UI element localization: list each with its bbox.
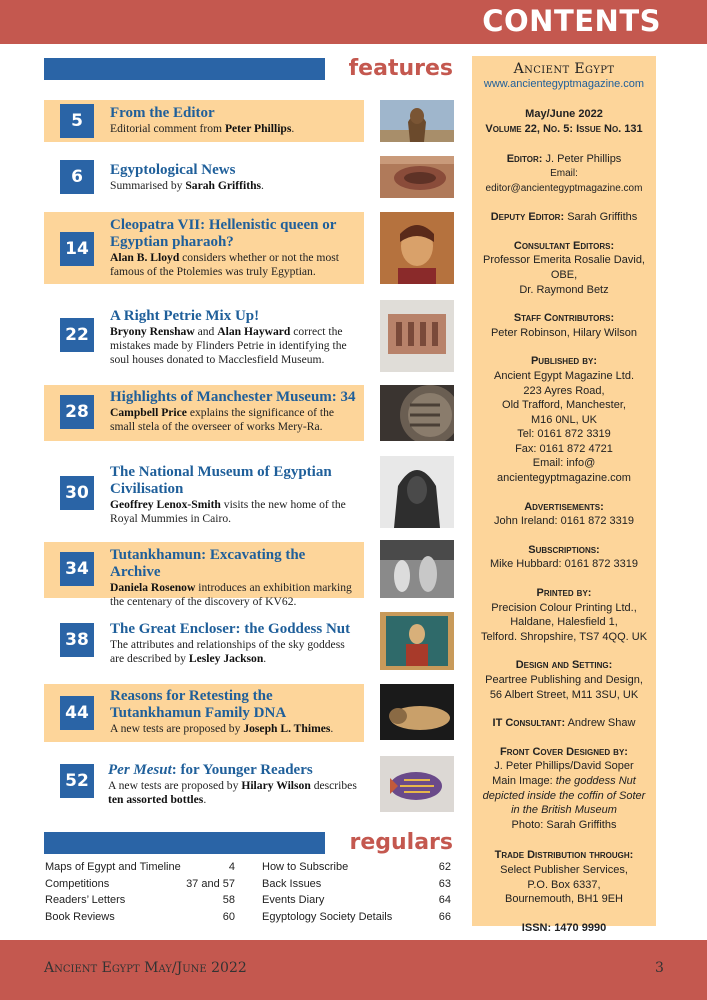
regular-item[interactable]: Book Reviews 60 (45, 911, 235, 924)
feature-item[interactable] (44, 617, 364, 673)
regulars-left-list (45, 859, 235, 926)
consultant-label: Consultant Editors: (513, 239, 615, 252)
published-label: Published by: (530, 355, 598, 368)
page-number: 6 (60, 160, 94, 194)
editor-label: Editor: (506, 153, 543, 166)
deputy-label: Deputy Editor: (490, 211, 565, 224)
ads-label: Advertisements: (524, 500, 604, 513)
trade-label: Trade Distribution through: (494, 849, 634, 862)
printed-label: Printed by: (536, 587, 592, 600)
author-name: Daniela Rosenow (110, 581, 196, 594)
author-name: Sarah Griffiths (185, 179, 262, 192)
excavation-photo (380, 156, 454, 198)
feature-title: Egyptological News (110, 162, 236, 178)
feature-title: Cleopatra VII: Hellenistic queen or Egyptian pharaoh? (110, 217, 337, 250)
consultant-2: Dr. Raymond Betz (519, 283, 609, 296)
feature-item[interactable] (44, 684, 364, 742)
feature-title (108, 762, 358, 779)
consultant-1: Professor Emerita Rosalie David, OBE, (482, 254, 645, 281)
it-name: Andrew Shaw (567, 717, 636, 730)
published-line: Ancient Egypt Magazine Ltd. (493, 369, 635, 382)
author-name: Hilary Wilson (241, 779, 311, 792)
feature-text (108, 762, 358, 807)
feature-item[interactable] (44, 458, 364, 528)
page-number: 5 (60, 104, 94, 138)
trade-line: P.O. Box 6337, (527, 878, 601, 891)
cover-main-prefix: Main Image: (492, 774, 556, 787)
soul-house-photo (380, 300, 454, 372)
features-bar (44, 58, 325, 80)
feature-text (110, 217, 358, 279)
author-name: Geoffrey Lenox-Smith (110, 498, 221, 511)
cover-label: Front Cover Designed by: (500, 745, 628, 758)
page-number: 44 (60, 696, 94, 730)
feature-title-rest: : for Younger Readers (171, 762, 313, 778)
regular-item[interactable]: Egyptology Society Details 66 (262, 911, 451, 924)
page-number: 52 (60, 764, 94, 798)
feature-text (110, 547, 358, 609)
design-line: Peartree Publishing and Design, (485, 674, 643, 686)
feature-item[interactable] (44, 758, 364, 814)
subs-contact: Mike Hubbard: 0161 872 3319 (490, 558, 638, 571)
printed-line: Telford. Shropshire, TS7 4QQ. UK (480, 630, 648, 643)
author-name: Alan Hayward (217, 325, 291, 338)
feature-text (110, 389, 358, 434)
printed-line: Precision Colour Printing Ltd., (491, 601, 637, 614)
ads-contact: John Ireland: 0161 872 3319 (493, 515, 635, 528)
feature-desc: Bryony Renshaw and Alan Hayward correct the mistakes made by Flinders Petrie in identifying the soul houses donated to Macclesfield Museum. (110, 325, 347, 366)
feature-title-italic: Per Mesut (108, 762, 172, 778)
features-heading: features (348, 56, 453, 81)
stela-photo (380, 385, 454, 441)
author-name: Peter Phillips (224, 122, 292, 135)
regular-item[interactable]: How to Subscribe 62 (262, 861, 451, 873)
published-line: Fax: 0161 872 4721 (515, 442, 613, 455)
feature-desc: Campbell Price explains the significance of the small stela of the overseer of works Mery-Ra. (110, 406, 335, 433)
feature-desc: Daniela Rosenow introduces an exhibition marking the centenary of the discovery of KV62. (110, 581, 352, 608)
published-line: 223 Ayres Road, (523, 384, 605, 397)
page-number: 14 (60, 232, 94, 266)
feature-title: Highlights of Manchester Museum: 34 (110, 389, 356, 405)
trade-line: Bournemouth, BH1 9EH (504, 893, 623, 906)
cover-main: the goddess Nut (555, 774, 636, 787)
published-line: Tel: 0161 872 3319 (517, 428, 611, 441)
author-name: Lesley Jackson (188, 652, 264, 665)
feature-title: The Great Encloser: the Goddess Nut (110, 621, 351, 637)
masthead-sidebar (472, 56, 656, 934)
published-line: M16 0NL, UK (530, 413, 598, 426)
feature-item[interactable] (44, 542, 364, 608)
portrait-painting (380, 212, 454, 284)
feature-title: A Right Petrie Mix Up! (110, 308, 260, 324)
feature-item[interactable] (44, 100, 364, 142)
published-line: Email: info@ ancientegyptmagazine.com (497, 457, 631, 485)
cover-by: J. Peter Phillips/David Soper (494, 760, 634, 773)
regular-item[interactable]: Back Issues 63 (262, 877, 451, 890)
design-label: Design and Setting: (515, 659, 613, 672)
it-label: IT Consultant: (492, 717, 566, 730)
page-number: 38 (60, 623, 94, 657)
mummy-photo (380, 684, 454, 740)
regular-item[interactable]: Readers’ Letters 58 (45, 894, 235, 907)
cover-main: in the British Museum (511, 804, 617, 817)
cover-main: depicted inside the coffin of Soter (482, 789, 646, 802)
page-number: 30 (60, 476, 94, 510)
issue-volume: Volume 22, No. 5: Issue No. 131 (485, 122, 643, 135)
feature-text (110, 688, 358, 736)
regular-item[interactable]: Maps of Egypt and Timeline 4 (45, 861, 235, 873)
feature-desc: Geoffrey Lenox-Smith visits the new home of the Royal Mummies in Cairo. (110, 498, 346, 525)
printed-line: Haldane, Halesfield 1, (510, 616, 618, 629)
website-link[interactable]: www.ancientegyptmagazine.com (483, 77, 645, 90)
feature-title: The National Museum of Egyptian Civilisation (110, 464, 332, 497)
regulars-bar (44, 832, 325, 854)
magazine-name: Ancient Egypt (513, 61, 615, 77)
issue-date: May/June 2022 (525, 108, 603, 121)
subs-label: Subscriptions: (528, 543, 600, 556)
feature-text (110, 162, 358, 193)
feature-desc: A new tests are proposed by Hilary Wilson describes ten assorted bottles. (108, 779, 357, 806)
footer-text: Ancient Egypt May/June 2022 (44, 960, 247, 976)
regulars-heading: regulars (349, 830, 453, 855)
bust-photo (380, 100, 454, 142)
staff-label: Staff Contributors: (513, 312, 615, 325)
author-name: Alan B. Lloyd (110, 251, 180, 264)
feature-text (110, 308, 358, 367)
footer-page-number: 3 (655, 960, 664, 976)
feature-text (110, 621, 358, 666)
feature-item[interactable] (44, 385, 364, 441)
cover-photo-credit: Photo: Sarah Griffiths (511, 818, 617, 831)
feature-text (110, 464, 358, 526)
regular-item[interactable]: Events Diary 64 (262, 894, 451, 907)
feature-desc: The attributes and relationships of the sky goddess are described by Lesley Jackson. (110, 638, 345, 665)
editor-email[interactable]: Email: editor@ancientegyptmagazine.com (485, 167, 643, 194)
author-name: Campbell Price (110, 406, 187, 419)
pharaoh-statue-photo (380, 456, 454, 528)
regular-item[interactable]: Competitions 37 and 57 (45, 877, 235, 890)
author-name: ten assorted bottles (108, 793, 204, 806)
feature-desc: A new tests are proposed by Joseph L. Thimes. (110, 722, 334, 735)
feature-title: From the Editor (110, 105, 215, 121)
feature-title: Reasons for Retesting the Tutankhamun Family DNA (110, 688, 287, 721)
published-line: Old Trafford, Manchester, (502, 399, 626, 412)
coffin-painting (380, 612, 454, 670)
feature-desc: Summarised by Sarah Griffiths. (110, 179, 264, 192)
trade-line: Select Publisher Services, (500, 863, 628, 876)
issn: ISSN: 1470 9990 (521, 921, 607, 934)
feature-desc: Alan B. Lloyd considers whether or not the most famous of the Ptolemies was truly Egyptian. (110, 251, 339, 278)
editor-name: J. Peter Phillips (545, 153, 622, 166)
page-number: 22 (60, 318, 94, 352)
feature-desc: Editorial comment from Peter Phillips. (110, 122, 295, 135)
feature-title: Tutankhamun: Excavating the Archive (110, 547, 306, 580)
page-number: 28 (60, 395, 94, 429)
archive-photo (380, 540, 454, 598)
deputy-name: Sarah Griffiths (567, 211, 638, 224)
feature-item[interactable] (44, 300, 364, 372)
author-name: Bryony Renshaw (110, 325, 195, 338)
feature-item[interactable] (44, 212, 364, 284)
regulars-right-list (262, 859, 451, 926)
author-name: Joseph L. Thimes (243, 722, 331, 735)
page-number: 34 (60, 552, 94, 586)
feature-item[interactable] (44, 156, 364, 198)
fish-bottle-photo (380, 756, 454, 812)
staff-names: Peter Robinson, Hilary Wilson (490, 326, 638, 339)
design-line: 56 Albert Street, M11 3SU, UK (489, 688, 639, 701)
page-title: CONTENTS (482, 4, 661, 38)
top-banner (0, 0, 707, 44)
feature-text (110, 105, 358, 136)
